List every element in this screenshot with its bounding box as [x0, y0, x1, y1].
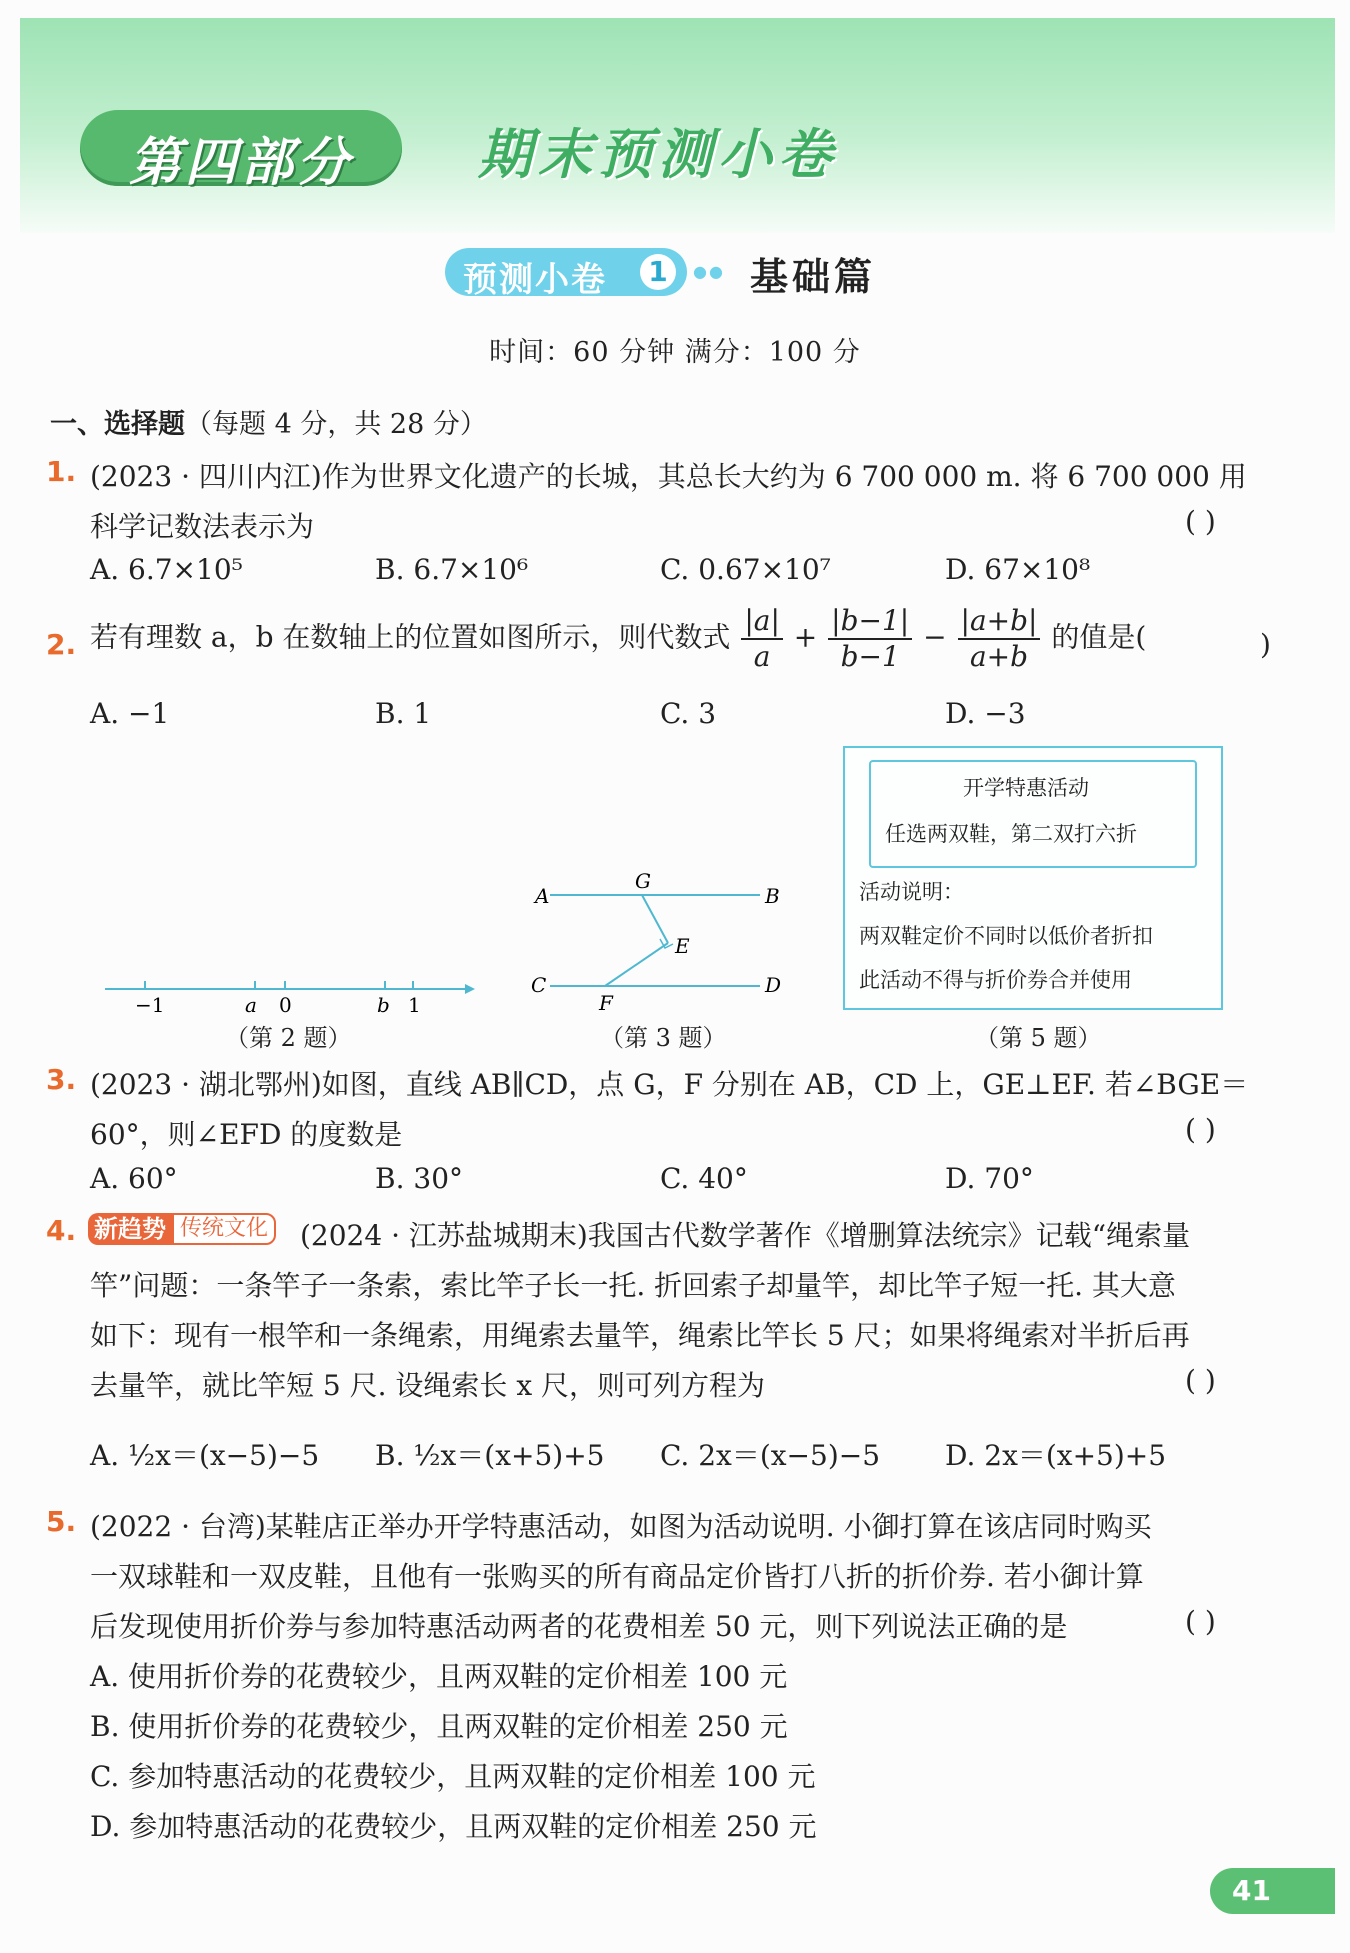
q5-number: 5.	[46, 1505, 77, 1538]
q3-line2: 60°，则∠EFD 的度数是	[90, 1118, 403, 1151]
paper-badge	[445, 248, 687, 300]
q4-answer-paren: ( )	[1185, 1364, 1216, 1397]
dots-decoration: ●●	[693, 262, 725, 281]
tick-label-b: b	[377, 993, 390, 1015]
q4-number: 4.	[46, 1214, 77, 1247]
q2-option-d: D. −3	[945, 697, 1026, 730]
tag-traditional-culture: 传统文化	[172, 1213, 276, 1245]
q2-frac1-den: a	[753, 640, 771, 673]
section-note: （每题 4 分，共 28 分）	[185, 409, 487, 440]
segment-ef	[605, 943, 668, 986]
q1-number: 1.	[46, 455, 77, 488]
q1-option-c: C. 0.67×10⁷	[660, 553, 831, 586]
q5-option-c: C. 参加特惠活动的花费较少，且两双鞋的定价相差 100 元	[90, 1760, 816, 1793]
q2-text-before: 若有理数 a，b 在数轴上的位置如图所示，则代数式	[90, 620, 731, 654]
segment-ge	[642, 895, 668, 943]
q2-frac2-den: b−1	[840, 640, 900, 673]
q1-line1: (2023 · 四川内江)作为世界文化遗产的长城，其总长大约为 6 700 000 m. 将 6 700 000 用	[90, 460, 1247, 493]
part-title: 期末预测小卷	[478, 123, 838, 186]
q2-text-after: 的值是(	[1051, 620, 1147, 654]
q2-frac2-num: |b−1|	[828, 604, 912, 640]
tick-label-minus-one: −1	[135, 993, 165, 1015]
q4-option-c: C. 2x＝(x−5)−5	[660, 1439, 881, 1472]
tag-new-trend: 新趋势	[88, 1213, 172, 1245]
q2-op1: +	[793, 620, 818, 654]
q2-frac1-num: |a|	[741, 604, 783, 640]
figure-2-caption: （第 2 题）	[225, 1024, 352, 1052]
q4-tags	[88, 1213, 276, 1245]
q2-option-b: B. 1	[375, 697, 432, 730]
q4-line4: 去量竿，就比竿短 5 尺. 设绳索长 x 尺，则可列方程为	[90, 1369, 766, 1402]
figure-2-number-line	[95, 965, 475, 1015]
section-heading	[50, 402, 487, 441]
q2-frac3-den: a+b	[969, 640, 1029, 673]
q2-frac3-num: |a+b|	[958, 604, 1041, 640]
label-c: C	[531, 973, 547, 997]
page-number-tab	[1210, 1868, 1335, 1914]
paper-level: 基础篇	[750, 255, 877, 299]
notice-title: 开学特惠活动	[963, 776, 1089, 800]
paper-badge-label: 预测小卷	[463, 260, 607, 300]
label-e: E	[675, 934, 690, 958]
notice-offer: 任选两双鞋，第二双打六折	[885, 822, 1137, 846]
q1-option-a: A. 6.7×10⁵	[90, 553, 243, 586]
paper-number: 1	[640, 254, 676, 290]
q5-line3: 后发现使用折价券与参加特惠活动两者的花费相差 50 元，则下列说法正确的是	[90, 1610, 1068, 1643]
label-d: D	[765, 973, 782, 997]
q2-paren-end: )	[1260, 628, 1271, 661]
q5-option-a: A. 使用折价券的花费较少，且两双鞋的定价相差 100 元	[90, 1660, 788, 1693]
q1-answer-paren: ( )	[1185, 505, 1216, 538]
q5-line2: 一双球鞋和一双皮鞋，且他有一张购买的所有商品定价皆打八折的折价券. 若小御计算	[90, 1560, 1144, 1593]
q3-number: 3.	[46, 1063, 77, 1096]
q1-option-b: B. 6.7×10⁶	[375, 553, 529, 586]
tick-label-one: 1	[408, 993, 421, 1015]
q4-line2: 竿”问题：一条竿子一条索，索比竿子长一托. 折回索子却量竿，却比竿子短一托. 其大意	[90, 1269, 1176, 1302]
q4-option-d: D. 2x＝(x+5)+5	[945, 1439, 1167, 1472]
q3-option-c: C. 40°	[660, 1162, 748, 1195]
notice-rule-1: 两双鞋定价不同时以低价者折扣	[859, 924, 1153, 948]
time-info: 时间：60 分钟 满分：100 分	[489, 337, 861, 368]
q5-line1: (2022 · 台湾)某鞋店正举办开学特惠活动，如图为活动说明. 小御打算在该店同时购买	[90, 1510, 1152, 1543]
section-title: 一、选择题	[50, 409, 185, 440]
label-b: B	[765, 884, 780, 908]
q5-answer-paren: ( )	[1185, 1605, 1216, 1638]
part-badge	[80, 110, 402, 193]
notice-rule-2: 此活动不得与折价券合并使用	[859, 968, 1132, 992]
figure-3-parallel-lines	[525, 868, 795, 1018]
q1-option-d: D. 67×10⁸	[945, 553, 1091, 586]
q4-line3: 如下：现有一根竿和一条绳索，用绳索去量竿，绳索比竿长 5 尺；如果将绳索对半折后再	[90, 1319, 1190, 1352]
q3-line1: (2023 · 湖北鄂州)如图，直线 AB∥CD，点 G，F 分别在 AB，CD 上，GE⊥EF. 若∠BGE＝	[90, 1068, 1249, 1101]
q4-option-a: A. ½x＝(x−5)−5	[90, 1439, 320, 1472]
figure-5-caption: （第 5 题）	[975, 1024, 1102, 1052]
figure-5-notice	[843, 746, 1223, 1010]
tick-label-a: a	[245, 993, 257, 1015]
tick-label-zero: 0	[279, 993, 292, 1015]
label-a: A	[535, 884, 550, 908]
q2-option-a: A. −1	[90, 697, 170, 730]
q3-option-d: D. 70°	[945, 1162, 1034, 1195]
q3-option-a: A. 60°	[90, 1162, 178, 1195]
figure-3-caption: （第 3 题）	[600, 1024, 727, 1052]
label-g: G	[635, 869, 651, 893]
q2-expression-line	[90, 604, 1146, 674]
q4-line1: (2024 · 江苏盐城期末)我国古代数学著作《增删算法统宗》记载“绳索量	[300, 1219, 1191, 1252]
q2-fraction-2	[828, 604, 912, 674]
q2-op2: −	[923, 620, 947, 654]
q2-fraction-1	[741, 604, 783, 674]
number-line-arrow	[465, 984, 475, 994]
label-f: F	[599, 991, 613, 1015]
q2-fraction-3	[958, 604, 1041, 674]
notice-description-title: 活动说明：	[859, 880, 964, 904]
q2-number: 2.	[46, 628, 77, 661]
q4-option-b: B. ½x＝(x+5)+5	[375, 1439, 605, 1472]
page-number: 41	[1232, 1874, 1271, 1907]
part-label: 第四部分	[128, 133, 353, 193]
q3-answer-paren: ( )	[1185, 1113, 1216, 1146]
q2-option-c: C. 3	[660, 697, 717, 730]
q1-line2: 科学记数法表示为	[90, 510, 315, 543]
q5-option-b: B. 使用折价券的花费较少，且两双鞋的定价相差 250 元	[90, 1710, 788, 1743]
q5-option-d: D. 参加特惠活动的花费较少，且两双鞋的定价相差 250 元	[90, 1810, 817, 1843]
q3-option-b: B. 30°	[375, 1162, 464, 1195]
